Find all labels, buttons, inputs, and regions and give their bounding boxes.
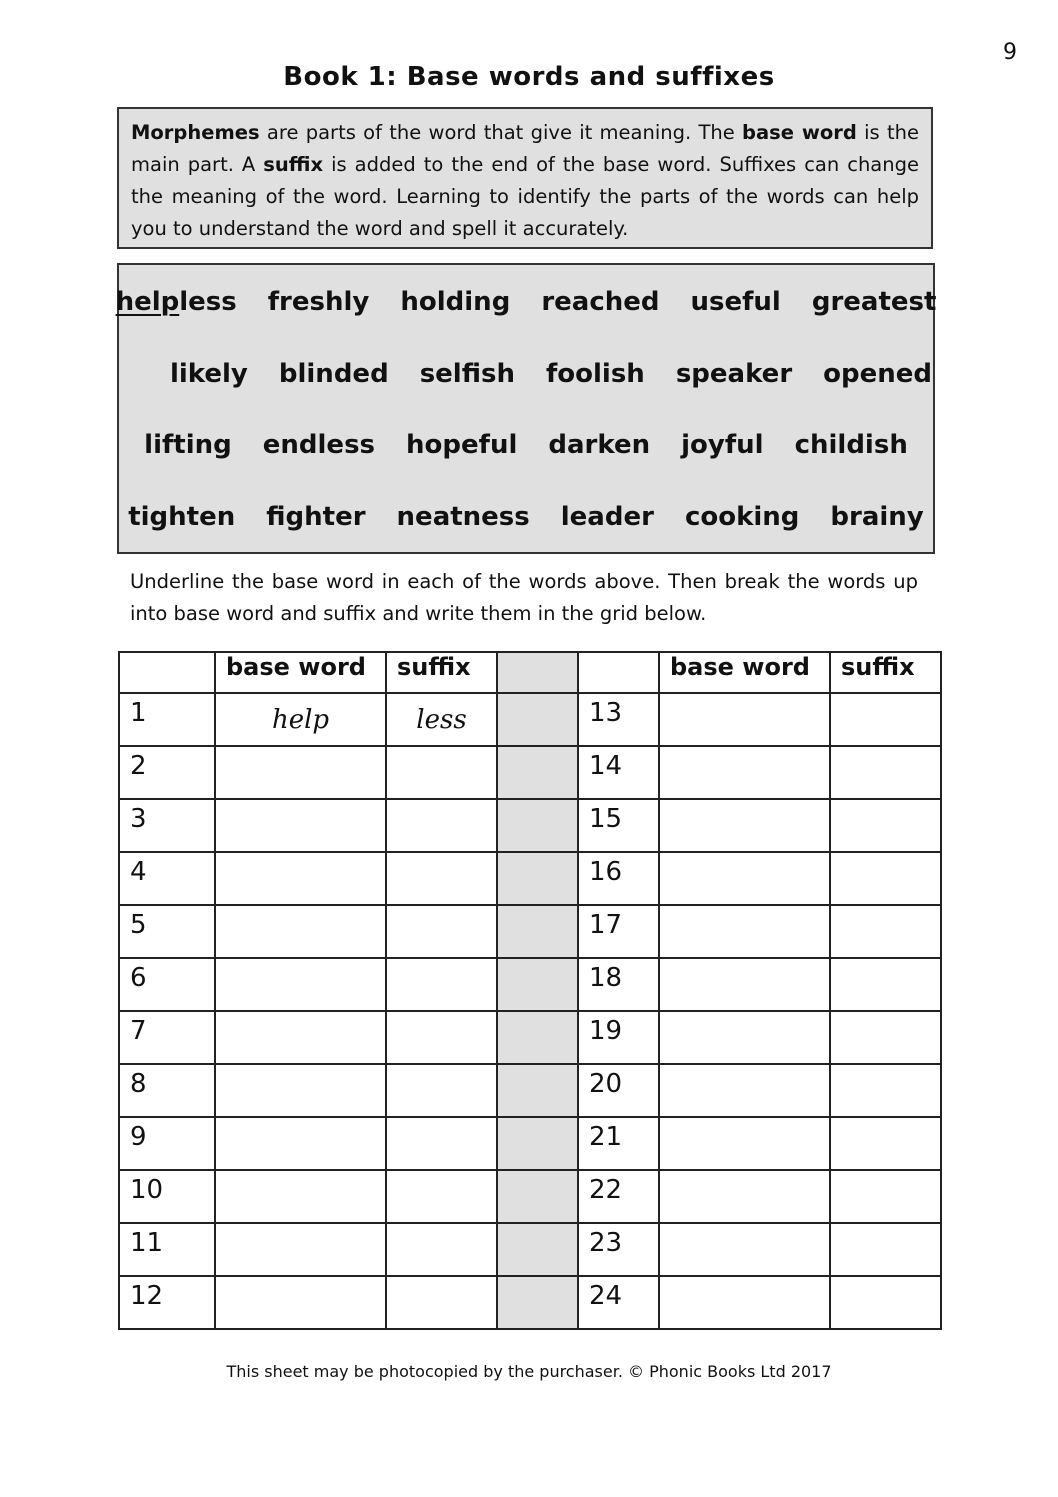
suffix-cell[interactable] (386, 852, 497, 905)
base-word-cell[interactable] (659, 1011, 830, 1064)
base-word-cell[interactable] (215, 1117, 386, 1170)
term-base-word: base word (742, 121, 857, 144)
page-title: Book 1: Base words and suffixes (283, 62, 775, 92)
suffix-cell[interactable] (386, 1170, 497, 1223)
row-number: 23 (578, 1223, 659, 1276)
suffix-cell[interactable] (830, 1064, 941, 1117)
copyright-footer: This sheet may be photocopied by the purchaser. © Phonic Books Ltd 2017 (226, 1362, 832, 1381)
suffix-cell[interactable] (830, 905, 941, 958)
word-bank (117, 263, 935, 554)
grid-divider (497, 799, 578, 852)
header-blank (578, 652, 659, 693)
row-number: 5 (119, 905, 215, 958)
base-word-cell[interactable] (215, 1170, 386, 1223)
word: darken (548, 430, 651, 460)
example-suffix: less (179, 287, 237, 317)
base-word-cell[interactable] (215, 746, 386, 799)
row-number: 7 (119, 1011, 215, 1064)
table-row (119, 1223, 941, 1276)
table-row (119, 799, 941, 852)
morpheme-info-box (117, 107, 933, 249)
word: endless (262, 430, 376, 460)
word: joyful (681, 430, 764, 460)
table-row (119, 1064, 941, 1117)
grid-divider (497, 1276, 578, 1329)
example-base-underlined: help (115, 287, 180, 317)
grid-divider (497, 852, 578, 905)
base-word-cell[interactable] (659, 799, 830, 852)
base-word-cell[interactable] (215, 1276, 386, 1329)
row-number: 18 (578, 958, 659, 1011)
row-number: 13 (578, 693, 659, 746)
info-text-2: is the main part. A (131, 121, 919, 176)
base-word-cell[interactable] (659, 852, 830, 905)
base-word-cell[interactable] (659, 1223, 830, 1276)
row-number: 14 (578, 746, 659, 799)
row-number: 1 (119, 693, 215, 746)
row-number: 11 (119, 1223, 215, 1276)
suffix-cell[interactable] (386, 746, 497, 799)
word: tighten (128, 502, 236, 532)
table-row (119, 693, 941, 746)
base-word-cell[interactable] (215, 1011, 386, 1064)
word: freshly (267, 287, 370, 317)
word-row-1 (115, 287, 937, 317)
suffix-cell[interactable] (386, 1117, 497, 1170)
base-word-cell[interactable] (215, 905, 386, 958)
grid-divider (497, 1170, 578, 1223)
grid-divider (497, 1064, 578, 1117)
suffix-cell[interactable] (830, 1223, 941, 1276)
word: leader (560, 502, 654, 532)
word: hopeful (406, 430, 518, 460)
grid-divider (497, 652, 578, 693)
suffix-cell[interactable]: less (386, 693, 497, 746)
row-number: 3 (119, 799, 215, 852)
base-word-cell[interactable] (659, 905, 830, 958)
grid-divider (497, 693, 578, 746)
suffix-cell[interactable] (386, 958, 497, 1011)
grid-divider (497, 958, 578, 1011)
base-word-cell[interactable] (659, 958, 830, 1011)
word: selfish (419, 359, 515, 389)
word-row-4 (119, 502, 933, 532)
table-row (119, 852, 941, 905)
row-number: 19 (578, 1011, 659, 1064)
word: opened (823, 359, 933, 389)
suffix-cell[interactable] (830, 1117, 941, 1170)
suffix-cell[interactable] (386, 1011, 497, 1064)
suffix-cell[interactable] (386, 1276, 497, 1329)
suffix-cell[interactable] (830, 958, 941, 1011)
suffix-cell[interactable] (386, 905, 497, 958)
header-base-word: base word (659, 652, 830, 693)
suffix-cell[interactable] (830, 852, 941, 905)
base-word-cell[interactable] (659, 1276, 830, 1329)
row-number: 15 (578, 799, 659, 852)
base-word-cell[interactable] (215, 799, 386, 852)
base-word-cell[interactable] (659, 1064, 830, 1117)
info-text-1: are parts of the word that give it meaning. The (259, 121, 743, 144)
grid-divider (497, 1223, 578, 1276)
row-number: 4 (119, 852, 215, 905)
row-number: 16 (578, 852, 659, 905)
word: fighter (266, 502, 366, 532)
info-text-3: is added to the end of the base word. Suffixes can change the meaning of the word. Learning to identify the parts of the words can help you to understand the word and spell it accurately. (131, 153, 919, 240)
grid-divider (497, 1117, 578, 1170)
base-word-cell[interactable] (659, 693, 830, 746)
row-number: 10 (119, 1170, 215, 1223)
suffix-cell[interactable] (830, 693, 941, 746)
base-word-cell[interactable] (215, 852, 386, 905)
grid-divider (497, 746, 578, 799)
answer-grid (118, 651, 942, 1330)
header-base-word: base word (215, 652, 386, 693)
suffix-cell[interactable] (386, 1223, 497, 1276)
instructions: Underline the base word in each of the words above. Then break the words up into base word and suffix and write them in the grid below. (130, 570, 918, 625)
row-number: 21 (578, 1117, 659, 1170)
word: useful (690, 287, 781, 317)
grid-header-row (119, 652, 941, 693)
table-row (119, 958, 941, 1011)
word: cooking (684, 502, 800, 532)
base-word-cell[interactable]: help (215, 693, 386, 746)
row-number: 12 (119, 1276, 215, 1329)
suffix-cell[interactable] (830, 1011, 941, 1064)
word-row-3 (119, 430, 933, 460)
word: lifting (144, 430, 232, 460)
base-word-cell[interactable] (215, 1223, 386, 1276)
row-number: 22 (578, 1170, 659, 1223)
base-word-cell[interactable] (659, 1170, 830, 1223)
suffix-cell[interactable] (386, 1064, 497, 1117)
word: likely (169, 359, 248, 389)
word: holding (400, 287, 511, 317)
table-row (119, 1170, 941, 1223)
word: childish (794, 430, 908, 460)
table-row (119, 1117, 941, 1170)
word: speaker (675, 359, 793, 389)
suffix-cell[interactable] (830, 746, 941, 799)
row-number: 24 (578, 1276, 659, 1329)
table-row (119, 1011, 941, 1064)
word: brainy (830, 502, 924, 532)
page-number: 9 (1003, 40, 1017, 65)
word: reached (541, 287, 660, 317)
row-number: 8 (119, 1064, 215, 1117)
suffix-cell[interactable] (386, 799, 497, 852)
base-word-cell[interactable] (215, 1064, 386, 1117)
row-number: 6 (119, 958, 215, 1011)
grid-divider (497, 1011, 578, 1064)
word: neatness (396, 502, 530, 532)
word: blinded (278, 359, 389, 389)
header-suffix: suffix (830, 652, 941, 693)
word: foolish (545, 359, 645, 389)
row-number: 20 (578, 1064, 659, 1117)
table-row (119, 746, 941, 799)
word: greatest (811, 287, 937, 317)
base-word-cell[interactable] (215, 958, 386, 1011)
suffix-cell[interactable] (830, 799, 941, 852)
header-suffix: suffix (386, 652, 497, 693)
row-number: 9 (119, 1117, 215, 1170)
table-row (119, 1276, 941, 1329)
term-morphemes: Morphemes (131, 121, 260, 144)
base-word-cell[interactable] (659, 746, 830, 799)
table-row (119, 905, 941, 958)
word-row-2 (119, 359, 933, 389)
suffix-cell[interactable] (830, 1276, 941, 1329)
grid-divider (497, 905, 578, 958)
base-word-cell[interactable] (659, 1117, 830, 1170)
example-word (116, 287, 237, 317)
row-number: 17 (578, 905, 659, 958)
header-blank (119, 652, 215, 693)
suffix-cell[interactable] (830, 1170, 941, 1223)
row-number: 2 (119, 746, 215, 799)
term-suffix: suffix (263, 153, 324, 176)
